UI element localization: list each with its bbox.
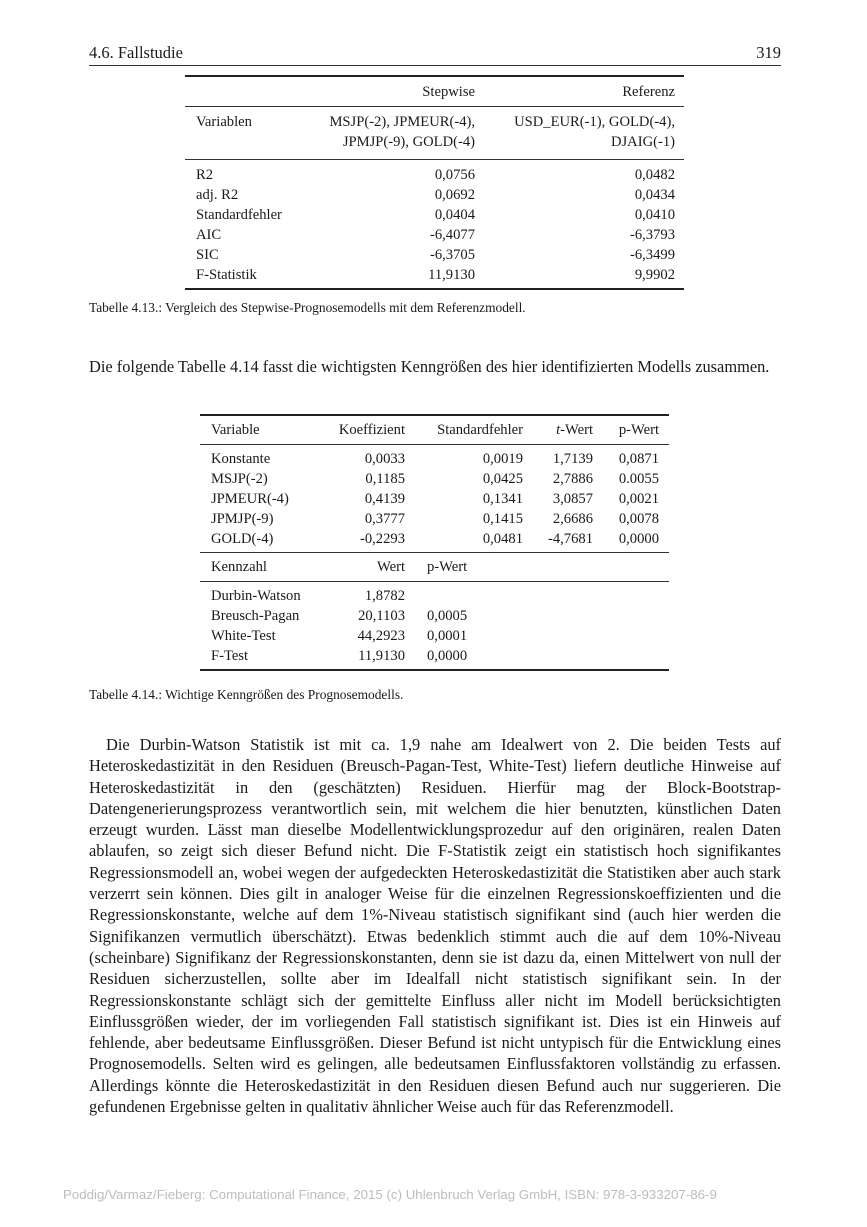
p-wert-value: 0,0000 — [618, 531, 659, 547]
kennzahl-name: White-Test — [211, 628, 276, 644]
row-label: R2 — [196, 167, 214, 183]
header-kennzahl: Kennzahl — [200, 553, 311, 582]
table-row — [185, 225, 684, 245]
koeffizient-value: 0,3777 — [364, 511, 405, 527]
referenz-variables-line2: DJAIG(-1) — [610, 134, 675, 150]
variable-name: JPMJP(-9) — [211, 511, 274, 527]
table-4-14 — [200, 414, 669, 671]
t-wert-label: -Wert — [560, 422, 593, 438]
stepwise-variables — [305, 107, 475, 160]
wert-value: 11,9130 — [358, 648, 405, 664]
referenz-value: 9,9902 — [634, 267, 675, 283]
table-row — [185, 160, 684, 186]
wert-value: 44,2923 — [357, 628, 405, 644]
row-label: adj. R2 — [196, 187, 239, 203]
kennzahl-name: Breusch-Pagan — [211, 608, 300, 624]
stepwise-variables-line2: JPMJP(-9), GOLD(-4) — [342, 134, 475, 150]
p-wert-value: 0,0078 — [618, 511, 659, 527]
t-wert-value: 1,7139 — [552, 451, 593, 467]
referenz-value: -6,3499 — [630, 247, 675, 263]
wert-value: 1,8782 — [364, 588, 405, 604]
variable-name: MSJP(-2) — [211, 471, 268, 487]
table-row — [185, 245, 684, 265]
stepwise-value: -6,4077 — [430, 227, 475, 243]
p-wert-value: 0,0000 — [427, 648, 468, 664]
header-standardfehler: Standardfehler — [405, 415, 523, 445]
stepwise-value: -6,3705 — [430, 247, 475, 263]
header-t-wert — [523, 415, 593, 445]
row-label: AIC — [196, 227, 222, 243]
stepwise-value: 0,0692 — [434, 187, 475, 203]
row-label: Standardfehler — [196, 207, 282, 223]
variable-name: JPMEUR(-4) — [211, 491, 289, 507]
row-label: Variablen — [185, 107, 305, 160]
p-wert-value: 0.0055 — [618, 471, 659, 487]
row-label: F-Statistik — [196, 267, 257, 283]
header-p-wert: p-Wert — [593, 415, 669, 445]
t-wert-value: 2,6686 — [552, 511, 593, 527]
table-4-13 — [185, 75, 684, 290]
standardfehler-value: 0,1341 — [482, 491, 523, 507]
table-header-row — [185, 76, 684, 107]
t-wert-value: 2,7886 — [552, 471, 593, 487]
copyright-footer: Poddig/Varmaz/Fieberg: Computational Finance, 2015 (c) Uhlenbruch Verlag GmbH, ISBN: 978-3-933207-86-9 — [63, 1187, 717, 1202]
table-row — [200, 529, 669, 553]
kennzahl-name: F-Test — [211, 648, 249, 664]
table-row — [200, 489, 669, 509]
koeffizient-value: -0,2293 — [360, 531, 405, 547]
header-variable: Variable — [200, 415, 311, 445]
t-symbol: t — [556, 422, 561, 438]
table-row — [200, 582, 669, 607]
section-title: 4.6. Fallstudie — [89, 43, 183, 62]
table-row — [200, 469, 669, 489]
table-row — [200, 606, 669, 626]
stepwise-value: 0,0404 — [434, 207, 475, 223]
standardfehler-value: 0,0019 — [482, 451, 523, 467]
koeffizient-value: 0,0033 — [364, 451, 405, 467]
table-row — [200, 626, 669, 646]
empty-cell — [593, 553, 669, 582]
koeffizient-value: 0,4139 — [364, 491, 405, 507]
t-wert-value: 3,0857 — [552, 491, 593, 507]
referenz-value: 0,0434 — [634, 187, 675, 203]
standardfehler-value: 0,0481 — [482, 531, 523, 547]
header-wert: Wert — [311, 553, 405, 582]
table-row — [185, 265, 684, 289]
koeffizient-value: 0,1185 — [365, 471, 405, 487]
table-row — [185, 205, 684, 225]
variable-name: Konstante — [211, 451, 271, 467]
table-row — [200, 445, 669, 470]
p-wert-value: 0,0871 — [618, 451, 659, 467]
table-row — [200, 646, 669, 670]
p-wert-value — [405, 582, 523, 607]
row-label: SIC — [196, 247, 219, 263]
table-caption-4-14: Tabelle 4.14.: Wichtige Kenngrößen des Prognosemodells. — [89, 687, 404, 702]
header-cell-referenz: Referenz — [475, 76, 684, 107]
t-wert-value: -4,7681 — [548, 531, 593, 547]
table-row — [200, 509, 669, 529]
header-cell-stepwise: Stepwise — [305, 76, 475, 107]
referenz-value: 0,0410 — [634, 207, 675, 223]
header-cell-empty — [185, 76, 305, 107]
stepwise-variables-line1: MSJP(-2), JPMEUR(-4), — [329, 114, 475, 130]
p-wert-value: 0,0021 — [618, 491, 659, 507]
header-p-wert-2: p-Wert — [405, 553, 523, 582]
referenz-value: 0,0482 — [634, 167, 675, 183]
referenz-variables-line1: USD_EUR(-1), GOLD(-4), — [514, 114, 675, 130]
standardfehler-value: 0,0425 — [482, 471, 523, 487]
empty-cell — [523, 553, 593, 582]
discussion-paragraph: Die Durbin-Watson Statistik ist mit ca. 1,9 nahe am Idealwert von 2. Die beiden Tests auf Heteroskedastizität in den Residuen (Breusch-Pagan-Test, White-Test) liefern deutliche Hinweise auf Heteroskedastizität in den (geschätzten) Residuen. Hierfür mag der Block-Bootstrap-Datengenerierungsprozess verantwortlich sein, mit welchem die hier benutzten, künstlichen Daten erzeugt wurden. Lässt man dieselbe Modellentwicklungsprozedur auf den originären, realen Daten ablaufen, so zeigt sich dieser Befund nicht. Die F-Statistik zeigt ein statistisch hoch signifikantes Regressionsmodell an, wobei wegen der aufgedeckten Heteroskedastizität die Statistiken aber auch stark verzerrt sein können. Dies gilt in analoger Weise für die einzelnen Regressionskoeffizienten und die Regressionskonstante, welche auf dem 1%-Niveau statistisch signifikant sind (auch hier werden die Signifikanzen vermutlich überschätzt). Etwas bedenklich stimmt auch die auf dem 10%-Niveau (scheinbare) Signifikanz der Regressionskonstanten, denn sie ist dazu da, einen Mittelwert von null der Residuen sicherzustellen, sollte aber im Idealfall nicht statistisch signifikant sein. In der Regressionskonstante schlägt sich der gemittelte Einfluss aller nicht im Modell berücksichtigten Einflussgrößen wieder, der im vorliegenden Fall statistisch signifikant ist. Dies ist ein Hinweis auf fehlende, aber bedeutsame Einflussgrößen. Dieser Befund ist nicht untypisch für die Entwicklung eines Prognosemodells. Selten wird es gelingen, alle bedeutsamen Einflussfaktoren vollständig zu erfassen. Allerdings könnte die Heteroskedastizität in den Residuen diesen Befund auch nur suggerieren. Die gefundenen Ergebnisse gelten in qualitativ ähnlicher Weise auch für das Referenzmodell. — [89, 735, 781, 1117]
variable-name: GOLD(-4) — [211, 531, 274, 547]
table-row-variablen — [185, 107, 684, 160]
stepwise-value: 0,0756 — [434, 167, 475, 183]
page-number: 319 — [756, 43, 781, 62]
standardfehler-value: 0,1415 — [482, 511, 523, 527]
table-row — [185, 185, 684, 205]
intro-paragraph: Die folgende Tabelle 4.14 fasst die wichtigsten Kenngrößen des hier identifizierten Modells zusammen. — [89, 357, 770, 376]
p-wert-value: 0,0005 — [427, 608, 468, 624]
wert-value: 20,1103 — [358, 608, 405, 624]
kennzahl-name: Durbin-Watson — [211, 588, 301, 604]
running-head — [89, 43, 781, 66]
header-koeffizient: Koeffizient — [311, 415, 405, 445]
table-header-row — [200, 415, 669, 445]
referenz-variables — [475, 107, 684, 160]
table-caption-4-13: Tabelle 4.13.: Vergleich des Stepwise-Prognosemodells mit dem Referenzmodell. — [89, 300, 526, 315]
table-subheader-row — [200, 553, 669, 582]
referenz-value: -6,3793 — [630, 227, 675, 243]
p-wert-value: 0,0001 — [427, 628, 468, 644]
stepwise-value: 11,9130 — [428, 267, 475, 283]
